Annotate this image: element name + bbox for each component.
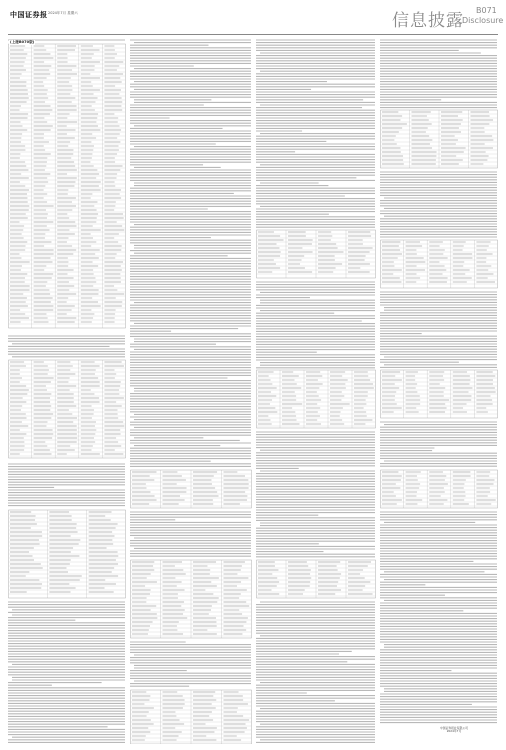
footer-line-2: 2024年7月	[446, 729, 462, 734]
header-rule	[8, 34, 498, 35]
column-4-text-lines	[380, 38, 498, 744]
footer-line-1: 中国证券报社有限公司	[440, 726, 468, 730]
section-english: Disclosure	[462, 16, 504, 25]
column-3-text-lines	[256, 38, 376, 744]
column-3	[256, 38, 376, 744]
page-number: B071	[476, 6, 497, 15]
column-4	[380, 38, 498, 744]
column-1-text-lines	[8, 38, 126, 744]
column-1	[8, 38, 126, 744]
column-2-text-lines	[130, 38, 252, 744]
issue-date: 2024年7月 星期六	[48, 11, 78, 15]
masthead	[0, 0, 506, 40]
continued-tag: (上接B070版)	[10, 40, 35, 44]
table-frame	[257, 370, 376, 428]
section-title: 信息披露	[392, 11, 464, 31]
page-footer	[404, 727, 504, 734]
column-2	[130, 38, 252, 744]
newspaper-logo: 中国证券报	[10, 10, 48, 19]
table-frame	[9, 360, 126, 458]
